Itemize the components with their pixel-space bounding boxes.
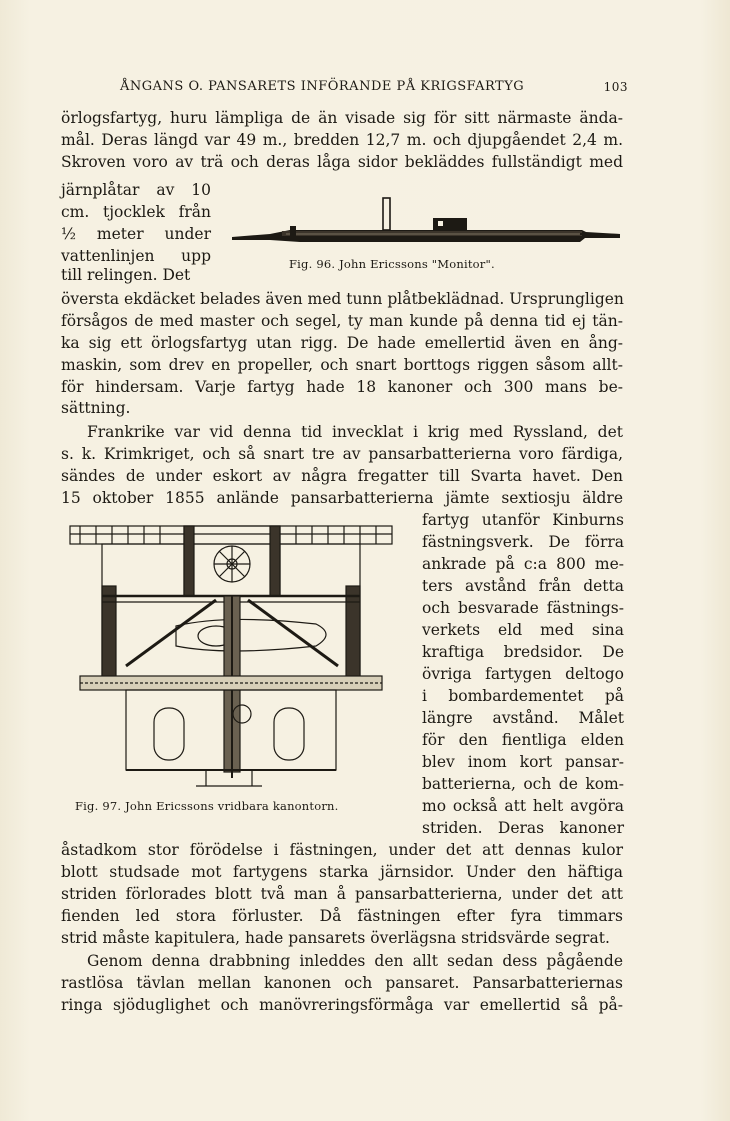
text-line: övriga fartygen deltogo	[422, 665, 624, 683]
text-line: s. k. Krimkriget, och så snart tre av pansarbatterierna voro färdiga,	[61, 445, 623, 463]
text-line: rastlösa tävlan mellan kanonen och pansaret. Pansarbatteriernas	[61, 974, 623, 992]
text-line: för den fientliga elden	[422, 731, 624, 749]
text-line: ters avstånd från detta	[422, 577, 624, 595]
text-line: Frankrike var vid denna tid invecklat i krig med Ryssland, det	[87, 423, 623, 441]
text-line: till relingen. Det	[61, 266, 191, 284]
text-line: sättning.	[61, 399, 131, 417]
text-line: för hindersam. Varje fartyg hade 18 kanoner och 300 mans be-	[61, 378, 623, 396]
page-number: 103	[603, 80, 628, 94]
figure-97-caption: Fig. 97. John Ericssons vridbara kanontorn.	[75, 799, 339, 813]
text-line: Skroven voro av trä och deras låga sidor bekläddes fullständigt med	[61, 153, 623, 171]
text-line: översta ekdäcket belades även med tunn plåtbeklädnad. Ursprungligen	[61, 290, 624, 308]
figure-monitor	[230, 190, 624, 250]
text-line: blev inom kort pansar-	[422, 753, 624, 771]
text-line: längre avstånd. Målet	[422, 709, 624, 727]
text-line: 15 oktober 1855 anlände pansarbatterierna jämte sextiosju äldre	[61, 489, 623, 507]
text-line: ringa sjöduglighet och manövreringsförmåga var emellertid så på-	[61, 996, 623, 1014]
text-line: ½ meter under	[61, 225, 211, 243]
running-head-title: ÅNGANS O. PANSARETS INFÖRANDE PÅ KRIGSFARTYG	[120, 79, 525, 94]
text-line: Genom denna drabbning inleddes den allt sedan dess pågående	[87, 952, 623, 970]
text-line: batterierna, och de kom-	[422, 775, 624, 793]
text-line: cm. tjocklek från	[61, 203, 211, 221]
text-line: kraftiga bredsidor. De	[422, 643, 624, 661]
text-line: fartyg utanför Kinburns	[422, 511, 624, 529]
monitor-ship-illustration	[230, 190, 624, 250]
text-line: åstadkom stor förödelse i fästningen, under det att dennas kulor	[61, 841, 623, 859]
text-line: fästningsverk. De förra	[422, 533, 624, 551]
text-line: örlogsfartyg, huru lämpliga de än visade sig för sitt närmaste ända-	[61, 109, 623, 127]
text-line: striden. Deras kanoner	[422, 819, 624, 837]
text-line: blott studsade mot fartygens starka järnsidor. Under den häftiga	[61, 863, 623, 881]
text-line: järnplåtar av 10	[61, 181, 211, 199]
text-line: ankrade på c:a 800 me-	[422, 555, 624, 573]
text-line: vattenlinjen upp	[61, 247, 211, 265]
text-line: striden förlorades blott två man å pansarbatterierna, under det att	[61, 885, 623, 903]
figure-96-caption: Fig. 96. John Ericssons "Monitor".	[289, 257, 495, 271]
text-line: maskin, som drev en propeller, och snart borttogs riggen såsom allt-	[61, 356, 623, 374]
figure-turret	[66, 516, 400, 792]
turret-cross-section-illustration	[66, 516, 400, 792]
text-line: och besvarade fästnings-	[422, 599, 624, 617]
text-line: mo också att helt avgöra	[422, 797, 624, 815]
text-line: mål. Deras längd var 49 m., bredden 12,7 m. och djupgåendet 2,4 m.	[61, 131, 623, 149]
text-line: försågos de med master och segel, ty man kunde på denna tid ej tän-	[61, 312, 623, 330]
text-line: strid måste kapitulera, hade pansarets överlägsna stridsvärde segrat.	[61, 929, 610, 947]
text-line: ka sig ett örlogsfartyg utan rigg. De hade emellertid även en ång-	[61, 334, 623, 352]
text-line: verkets eld med sina	[422, 621, 624, 639]
text-line: fienden led stora förluster. Då fästningen efter fyra timmars	[61, 907, 623, 925]
text-line: i bombardementet på	[422, 687, 624, 705]
text-line: sändes de under eskort av några fregatter till Svarta havet. Den	[61, 467, 623, 485]
